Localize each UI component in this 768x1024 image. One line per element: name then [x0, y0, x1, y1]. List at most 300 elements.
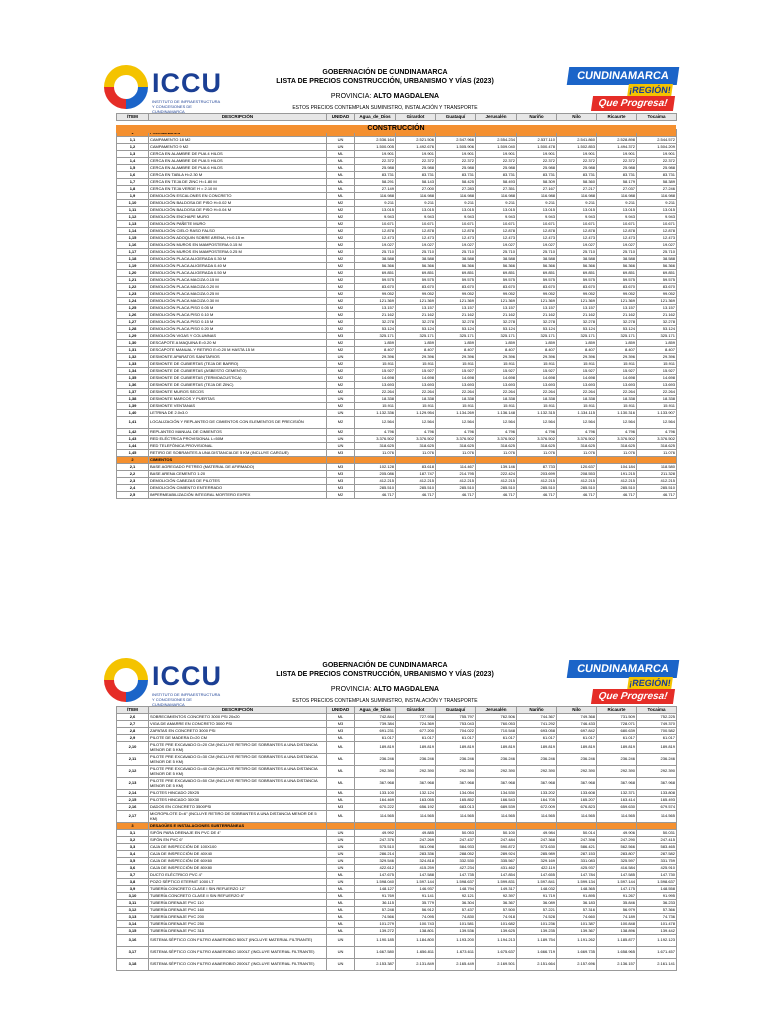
price-cell: 1.185.877 [597, 935, 637, 947]
price-cell: 285.989 [517, 851, 557, 858]
price-cell: 2.528.898 [597, 137, 637, 144]
table-row [117, 766, 677, 778]
price-cell: 61.017 [517, 735, 557, 742]
item-cell: 3,16 [117, 935, 149, 947]
description-cell: DEMOLICIÓN CIELO RASO FALSO [149, 228, 327, 235]
price-cell: 1.859 [355, 340, 396, 347]
description-cell: DEMOLICIÓN VIGAS Y COLUMNAS [149, 333, 327, 340]
table-row [117, 947, 677, 959]
unit-cell: UN [327, 959, 355, 971]
item-cell: 1,23 [117, 291, 149, 298]
item-cell: 3 [117, 823, 149, 830]
price-cell: 9.943 [637, 214, 677, 221]
table-row [117, 144, 677, 151]
item-cell: 1,39 [117, 403, 149, 410]
price-cell: 49.992 [355, 830, 396, 837]
price-cell: 69.851 [637, 270, 677, 277]
price-cell: 56.912 [396, 907, 436, 914]
price-cell: 121.369 [476, 298, 517, 305]
price-cell: 19.901 [396, 151, 436, 158]
price-cell: 69.851 [396, 270, 436, 277]
price-cell: 12.878 [597, 228, 637, 235]
price-table [116, 113, 677, 499]
price-cell: 57.437 [436, 907, 476, 914]
column-header: Nilo [557, 707, 597, 714]
price-cell: 236.246 [476, 754, 517, 766]
price-cell: 36.367 [476, 900, 517, 907]
price-cell: 1.132.336 [355, 410, 396, 417]
price-cell: 431.462 [476, 865, 517, 872]
cundinamarca-logo [568, 67, 678, 117]
price-cell: 425.910 [637, 865, 677, 872]
price-cell: 46.717 [396, 492, 436, 499]
table-row [117, 263, 677, 270]
price-cell: 3.376.502 [436, 436, 476, 443]
price-cell: 83.670 [396, 284, 436, 291]
price-cell: 247.437 [436, 837, 476, 844]
price-cell [396, 823, 436, 830]
table-header-row [117, 114, 677, 121]
unit-cell: ML [327, 893, 355, 900]
price-cell: 35.846 [597, 900, 637, 907]
price-cell: 49.984 [517, 830, 557, 837]
unit-cell: UN [327, 837, 355, 844]
item-cell: 1,17 [117, 249, 149, 256]
price-cell: 74.095 [396, 914, 436, 921]
price-cell: 2.541.860 [557, 137, 597, 144]
province-line [250, 686, 520, 693]
price-cell: 1.598.637 [436, 879, 476, 886]
item-cell: 1,34 [117, 368, 149, 375]
price-cell: 318.625 [557, 443, 597, 450]
price-cell: 13.015 [355, 207, 396, 214]
description-cell: DESCAPOTE A MAQUINA E=0.20 M [149, 340, 327, 347]
price-cell: 22.372 [597, 158, 637, 165]
price-cell: 325.171 [637, 333, 677, 340]
description-cell: DEMOLICIÓN PLACA PISO 0.05 M [149, 305, 327, 312]
price-cell: 672.009 [517, 804, 557, 811]
price-cell: 12.473 [557, 235, 597, 242]
price-cell: 9.211 [436, 200, 476, 207]
column-header: Nariño [517, 114, 557, 121]
price-cell: 760.053 [476, 721, 517, 728]
price-cell: 11.076 [637, 450, 677, 457]
description-cell: TUBERÍA DRENAJE PVC 110 [149, 900, 327, 907]
price-cell: 656.192 [396, 804, 436, 811]
item-cell: 3,18 [117, 959, 149, 971]
price-cell: 22.264 [557, 389, 597, 396]
unit-cell: ML [327, 778, 355, 790]
price-cell: 15.927 [597, 368, 637, 375]
price-cell: 1.859 [396, 340, 436, 347]
price-cell: 22.264 [476, 389, 517, 396]
price-cell: 99.052 [517, 291, 557, 298]
price-cell: 27.149 [355, 186, 396, 193]
unit-cell: ML [327, 790, 355, 797]
price-cell: 19.901 [597, 151, 637, 158]
price-cell: 114.565 [476, 811, 517, 823]
price-cell: 1.673.611 [436, 947, 476, 959]
table-row [117, 312, 677, 319]
price-cell: 38.588 [597, 256, 637, 263]
price-cell: 247.290 [597, 837, 637, 844]
price-cell: 2.547.966 [436, 137, 476, 144]
unit-cell: UN [327, 935, 355, 947]
description-cell: LOCALIZACIÓN Y REPLANTEO DE CIMIENTOS CON ELEMENTOS DE PRECISIÓN [149, 417, 327, 429]
price-cell: 3.376.502 [517, 436, 557, 443]
price-cell: 59.575 [436, 277, 476, 284]
price-cell [517, 457, 557, 464]
item-cell: 3,11 [117, 900, 149, 907]
price-cell: 283.336 [396, 851, 436, 858]
table-header-row [117, 707, 677, 714]
table-row [117, 221, 677, 228]
price-cell: 58.425 [436, 179, 476, 186]
description-cell: DESMONTE MUROS SECOS [149, 389, 327, 396]
column-header: UNIDAD [327, 707, 355, 714]
iccu-logo-subtitle: INSTITUTO DE INFRAESTRUCTURA Y CONCESIONES DE CUNDINAMARCA [152, 99, 220, 114]
price-cell: 292.390 [396, 766, 436, 778]
unit-cell: M2 [327, 492, 355, 499]
price-cell: 9.943 [355, 214, 396, 221]
price-cell: 15.911 [517, 361, 557, 368]
description-cell: DEMOLICIÓN ENCHAPE MURO [149, 214, 327, 221]
price-cell: 21.162 [476, 312, 517, 319]
price-cell: 147.585 [597, 872, 637, 879]
price-cell: 25.710 [517, 249, 557, 256]
price-cell: 61.017 [597, 735, 637, 742]
price-cell: 15.927 [355, 368, 396, 375]
price-cell: 325.171 [436, 333, 476, 340]
unit-cell: M2 [327, 368, 355, 375]
description-cell: DEMOLICIÓN PAÑETE MURO [149, 221, 327, 228]
price-cell: 32.278 [517, 319, 557, 326]
price-cell: 101.581 [436, 921, 476, 928]
price-cell: 12.564 [597, 417, 637, 429]
price-cell: 325.171 [396, 333, 436, 340]
price-cell: 15.911 [597, 361, 637, 368]
price-cell: 422.119 [517, 865, 557, 872]
unit-cell: M2 [327, 263, 355, 270]
price-cell: 36.183 [557, 900, 597, 907]
description-cell: PILOTES HINCADO 25X25 [149, 790, 327, 797]
price-note: ESTOS PRECIOS CONTEMPLAN SUMINISTRO, INSTALACIÓN Y TRANSPORTE [292, 105, 478, 111]
price-cell: 99.052 [476, 291, 517, 298]
price-cell: 247.368 [517, 837, 557, 844]
price-cell: 14.698 [396, 375, 436, 382]
price-cell: 15.911 [597, 403, 637, 410]
price-cell: 74.528 [517, 914, 557, 921]
price-cell: 12.564 [557, 417, 597, 429]
price-cell: 83.670 [637, 284, 677, 291]
price-cell: 32.278 [557, 319, 597, 326]
description-cell: DESMONTE APARATOS SANITARIOS [149, 354, 327, 361]
item-cell: 1,12 [117, 214, 149, 221]
price-cell: 427.234 [436, 865, 476, 872]
price-cell: 27.283 [436, 186, 476, 193]
table-row [117, 858, 677, 865]
province-line [250, 93, 520, 100]
table-row [117, 790, 677, 797]
item-cell: 1,21 [117, 277, 149, 284]
price-cell: 12.564 [637, 417, 677, 429]
price-cell: 69.851 [355, 270, 396, 277]
price-cell: 49.885 [396, 830, 436, 837]
price-cell: 561.098 [396, 844, 436, 851]
price-cell: 1.658.965 [597, 947, 637, 959]
price-cell: 3.376.502 [637, 436, 677, 443]
price-cell: 11.076 [557, 450, 597, 457]
column-header: Ricaurte [597, 707, 637, 714]
price-cell: 1.494.372 [597, 144, 637, 151]
price-cell: 22.372 [355, 158, 396, 165]
description-cell: DEMOLICIÓN MUROS EN MAMPOSTERIA 0.25 M [149, 249, 327, 256]
brand-text-3: Que Progresa! [591, 96, 675, 111]
table-row [117, 429, 677, 436]
unit-cell: UN [327, 144, 355, 151]
unit-cell: ML [327, 914, 355, 921]
unit-cell: M2 [327, 417, 355, 429]
unit-cell: M2 [327, 200, 355, 207]
price-cell: 25.988 [436, 165, 476, 172]
table-row [117, 270, 677, 277]
price-cell: 189.819 [436, 742, 476, 754]
price-cell: 13.693 [476, 382, 517, 389]
price-cell: 1.598.637 [637, 879, 677, 886]
item-cell: 2,6 [117, 714, 149, 721]
price-cell: 744.367 [517, 714, 557, 721]
price-cell: 14.698 [517, 375, 557, 382]
price-cell: 38.588 [517, 256, 557, 263]
price-cell: 13.157 [517, 305, 557, 312]
item-cell: 1,37 [117, 389, 149, 396]
description-cell: DEMOLICIÓN PLACA PISO 0.20 M [149, 326, 327, 333]
page-title: GOBERNACIÓN DE CUNDINAMARCA [322, 69, 448, 76]
price-cell: 331.759 [637, 858, 677, 865]
unit-cell: UN [327, 354, 355, 361]
price-cell: 214.795 [436, 471, 476, 478]
item-cell: 1,25 [117, 305, 149, 312]
iccu-logo-icon [104, 658, 148, 702]
price-cell: 15.911 [637, 361, 677, 368]
description-cell: PILOTES HINCADO 30X30 [149, 797, 327, 804]
unit-cell: M2 [327, 312, 355, 319]
price-cell: 13.015 [396, 207, 436, 214]
price-cell: 12.878 [637, 228, 677, 235]
table-row [117, 179, 677, 186]
price-cell: 15.927 [476, 368, 517, 375]
price-cell: 3.376.502 [396, 436, 436, 443]
price-cell: 1.859 [597, 340, 637, 347]
price-cell: 292.390 [436, 766, 476, 778]
price-cell: 29.396 [355, 354, 396, 361]
price-cell: 412.215 [476, 478, 517, 485]
item-cell: 1,27 [117, 319, 149, 326]
item-cell: 1,33 [117, 361, 149, 368]
table-row [117, 844, 677, 851]
price-cell: 1.671.457 [637, 947, 677, 959]
price-cell: 32.278 [637, 319, 677, 326]
description-cell: SISTEMA SÉPTICO CON FILTRO ANAEROBIO 1000LT (INCLUYE MATERIAL FILTRANTE) [149, 947, 327, 959]
price-cell: 1.859 [557, 340, 597, 347]
price-cell: 189.819 [476, 742, 517, 754]
item-cell: 3,2 [117, 837, 149, 844]
item-cell: 1,9 [117, 193, 149, 200]
unit-cell: UN [327, 844, 355, 851]
table-row [117, 797, 677, 804]
price-cell: 13.693 [436, 382, 476, 389]
price-cell: 19.901 [476, 151, 517, 158]
price-cell: 676.823 [557, 804, 597, 811]
price-cell: 61.017 [436, 735, 476, 742]
price-cell: 22.372 [637, 158, 677, 165]
price-cell: 25.710 [637, 249, 677, 256]
price-cell: 147.675 [355, 872, 396, 879]
brand-text-1: CUNDINAMARCA [567, 67, 680, 85]
price-cell: 12.473 [476, 235, 517, 242]
item-cell: 3,7 [117, 872, 149, 879]
item-cell: 1,36 [117, 382, 149, 389]
price-cell: 318.625 [355, 443, 396, 450]
unit-cell: ML [327, 742, 355, 754]
price-cell: 9.211 [637, 200, 677, 207]
price-cell: 36.115 [355, 900, 396, 907]
price-cell: 83.670 [557, 284, 597, 291]
price-cell: 19.027 [436, 242, 476, 249]
price-cell: 1.669.735 [557, 947, 597, 959]
price-cell: 46.717 [597, 492, 637, 499]
price-cell: 25.710 [396, 249, 436, 256]
description-cell: CERCA EN ALAMBRE DE PUA 4 HILOS [149, 151, 327, 158]
table-row [117, 242, 677, 249]
table-row [117, 389, 677, 396]
price-cell: 283.807 [597, 851, 637, 858]
price-cell: 56.366 [355, 263, 396, 270]
price-cell: 116.988 [396, 193, 436, 200]
price-cell: 752.225 [637, 714, 677, 721]
description-cell: DESMONTE DE CUBIERTAS (ASBESTO CEMENTO) [149, 368, 327, 375]
price-cell: 57.248 [355, 907, 396, 914]
price-cell: 329.169 [517, 858, 557, 865]
price-cell: 753.043 [436, 721, 476, 728]
unit-cell: UN [327, 396, 355, 403]
price-cell: 289.924 [476, 851, 517, 858]
description-cell: PILOTE DE MADERA D=20 CM [149, 735, 327, 742]
price-cell: 13.157 [637, 305, 677, 312]
table-row [117, 450, 677, 457]
price-cell: 114.565 [517, 811, 557, 823]
price-cell: 91.995 [637, 893, 677, 900]
price-cell: 742.844 [355, 714, 396, 721]
price-cell: 9.943 [396, 214, 436, 221]
price-cell: 1.502.853 [557, 144, 597, 151]
price-cell: 15.927 [436, 368, 476, 375]
price-cell: 4.796 [436, 429, 476, 436]
price-cell: 285.510 [355, 485, 396, 492]
price-cell: 3.376.502 [597, 436, 637, 443]
document-page-2 [0, 648, 768, 1024]
table-row [117, 368, 677, 375]
description-cell: DEMOLICIÓN PLACA ALIGERADA 0.40 M [149, 263, 327, 270]
column-header: Jerusalén [476, 114, 517, 121]
item-cell: 1,11 [117, 207, 149, 214]
price-cell: 22.264 [436, 389, 476, 396]
price-cell: 59.575 [396, 277, 436, 284]
price-cell: 1.129.954 [396, 410, 436, 417]
price-cell: 46.717 [355, 492, 396, 499]
price-cell: 100.848 [597, 921, 637, 928]
price-cell [476, 823, 517, 830]
unit-cell: M2 [327, 242, 355, 249]
column-header: Tocaima [637, 114, 677, 121]
price-cell: 61.017 [557, 735, 597, 742]
price-cell: 38.588 [396, 256, 436, 263]
price-cell: 18.338 [597, 396, 637, 403]
unit-cell: M3 [327, 804, 355, 811]
unit-cell: M3 [327, 728, 355, 735]
price-cell: 13.015 [557, 207, 597, 214]
price-cell: 292.390 [597, 766, 637, 778]
price-cell: 19.027 [637, 242, 677, 249]
table-row [117, 837, 677, 844]
price-cell: 91.141 [396, 893, 436, 900]
price-cell: 139.367 [557, 928, 597, 935]
price-cell: 19.027 [476, 242, 517, 249]
price-cell: 18.338 [396, 396, 436, 403]
price-cell: 133.100 [355, 790, 396, 797]
price-cell: 15.927 [396, 368, 436, 375]
description-cell: CIMIENTOS [149, 457, 327, 464]
unit-cell: M3 [327, 478, 355, 485]
price-cell: 367.968 [637, 778, 677, 790]
column-header: Guataquí [436, 707, 476, 714]
price-cell: 25.710 [557, 249, 597, 256]
price-cell: 9.211 [557, 200, 597, 207]
price-cell [436, 823, 476, 830]
price-cell: 58.493 [476, 179, 517, 186]
price-cell: 59.575 [597, 277, 637, 284]
unit-cell: M2 [327, 305, 355, 312]
table-row [117, 277, 677, 284]
price-cell: 11.076 [517, 450, 557, 457]
item-cell: 1,20 [117, 270, 149, 277]
price-cell: 2.136.157 [597, 959, 637, 971]
table-row [117, 485, 677, 492]
table-row [117, 443, 677, 450]
item-cell: 2 [117, 457, 149, 464]
price-cell: 189.819 [557, 742, 597, 754]
price-cell: 13.157 [396, 305, 436, 312]
price-cell: 13.693 [597, 382, 637, 389]
price-cell: 22.372 [517, 158, 557, 165]
item-cell: 2,12 [117, 766, 149, 778]
price-cell: 25.988 [355, 165, 396, 172]
description-cell: MICROPILOTE D=6" (INCLUYE RETIRO DE SOBRANTES A UNA DISTANCIA MENOR DE 5 KM) [149, 811, 327, 823]
price-cell: 9.943 [557, 214, 597, 221]
price-cell: 25.988 [557, 165, 597, 172]
price-cell: 13.015 [476, 207, 517, 214]
price-cell: 287.582 [637, 851, 677, 858]
price-cell: 22.372 [436, 158, 476, 165]
description-cell: CERCA EN TEJA DE ZINC H=1.80 M [149, 179, 327, 186]
price-cell: 1.859 [637, 340, 677, 347]
price-cell: 741.292 [517, 721, 557, 728]
price-cell: 12.473 [637, 235, 677, 242]
price-cell: 187.747 [396, 471, 436, 478]
unit-cell: M2 [327, 277, 355, 284]
price-cell: 12.878 [557, 228, 597, 235]
iccu-logo-icon [104, 65, 148, 109]
